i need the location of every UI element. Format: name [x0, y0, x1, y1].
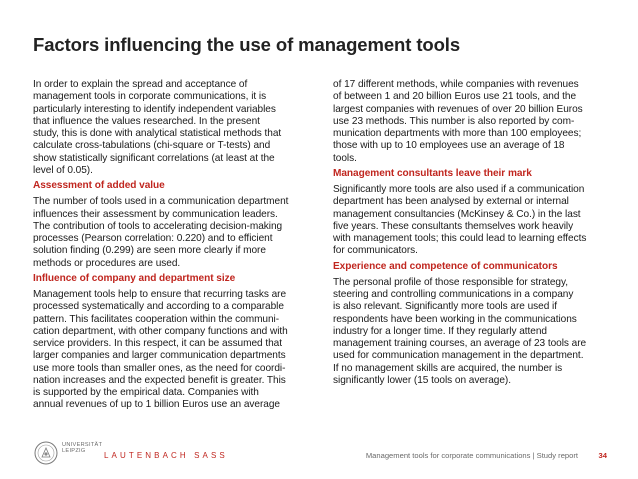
- text-line: cation department, with other company functions and with: [33, 325, 288, 337]
- text-line: Management tools help to ensure that recurring tasks are: [33, 289, 287, 300]
- text-line: level of 0.05).: [33, 164, 93, 176]
- university-seal-icon: [34, 441, 58, 465]
- university-name: [62, 442, 102, 455]
- right-column: [333, 79, 609, 390]
- text-line: of 17 different methods, while companies with revenues: [333, 79, 579, 90]
- text-line: industry for a longer time. If they regularly attend: [333, 325, 547, 337]
- text-line: If no management skills are acquired, the number is: [333, 362, 563, 374]
- text-line: respondents have been working in the communications: [333, 313, 577, 325]
- left-column: [33, 79, 305, 415]
- text-line: largest companies with revenues of over 20 billion Euros: [333, 103, 583, 115]
- text-line: pattern. This facilitates cooperation within the communi-: [33, 313, 280, 325]
- section-heading-company-size: Influence of company and department size: [33, 272, 236, 284]
- company-size-paragraph: [33, 289, 305, 412]
- text-line: of between 1 and 20 billion Euros use 21 tools, and the: [333, 91, 577, 103]
- text-line: nation increases and the expected benefit is greater. This: [33, 374, 286, 386]
- text-line: annual revenues of up to 1 billion Euros use an average: [33, 399, 280, 411]
- text-line: The contribution of tools to accelerating decision-making: [33, 220, 283, 232]
- text-line: is also relevant. Significantly more tools are used if: [333, 301, 557, 313]
- text-line: processes (Pearson correlation: 0.220) and to efficient: [33, 233, 273, 244]
- section-heading-added-value: Assessment of added value: [33, 180, 165, 191]
- text-line: steering and controlling communications in a company: [333, 289, 574, 300]
- university-name-line-1: UNIVERSITÄT: [62, 442, 103, 448]
- added-value-paragraph: [33, 196, 305, 270]
- text-line: management tools in corporate communications, it is: [33, 91, 267, 103]
- text-line: department has been analysed by external or internal: [333, 196, 569, 208]
- report-label: Management tools for corporate communications | Study report: [365, 451, 578, 460]
- text-line: munication departments with more than 100 employees;: [333, 128, 582, 139]
- text-line: show statistically significant correlations (at least at the: [33, 152, 275, 164]
- section-heading-consultants: Management consultants leave their mark: [333, 167, 532, 179]
- text-line: management consultancies (McKinsey & Co.) in the last: [333, 208, 581, 220]
- text-line: tools.: [333, 152, 357, 164]
- experience-paragraph: [333, 277, 609, 387]
- continuation-paragraph: [333, 79, 609, 165]
- text-line: five years. These consultants themselves work heavily: [333, 220, 574, 232]
- text-line: service providers. In this respect, it can be assumed that: [33, 338, 283, 349]
- consultants-paragraph: [333, 184, 609, 258]
- text-line: that influence the values researched. In the present: [33, 115, 260, 127]
- text-line: is supported by the empirical data. Companies with: [33, 387, 259, 398]
- text-line: The personal profile of those responsible for strategy,: [333, 276, 568, 288]
- page-title: Factors influencing the use of management tools: [33, 34, 461, 55]
- text-line: use 23 methods. This number is also reported by com-: [333, 115, 575, 127]
- text-line: calculate cross-tabulations (chi-square or T-tests) and: [33, 140, 271, 152]
- text-line: In order to explain the spread and acceptance of: [33, 79, 248, 90]
- text-line: used for communication management in the department.: [333, 350, 584, 362]
- text-line: management training courses, an average of 23 tools are: [333, 338, 587, 349]
- text-line: particularly interesting to identify independent variables: [33, 103, 276, 115]
- text-line: study, this is done with analytical statistical methods that: [33, 128, 282, 139]
- page-number: 34: [598, 451, 607, 460]
- text-line: for communicators.: [333, 245, 418, 257]
- text-line: significantly lower (15 tools on average).: [333, 374, 511, 386]
- text-line: solution finding (0.299) are seen more clearly if more: [33, 245, 266, 257]
- text-line: Significantly more tools are also used if a communication: [333, 184, 585, 195]
- text-line: with management tools; this could lead to learning effects: [333, 233, 587, 244]
- text-line: processed systematically and according to a comparable: [33, 301, 284, 313]
- text-line: use more tools than smaller ones, as the need for coordi-: [33, 362, 286, 374]
- section-heading-experience: Experience and competence of communicators: [333, 260, 558, 272]
- university-name-line-2: LEIPZIG: [62, 448, 86, 455]
- text-line: larger companies and larger communication departments: [33, 350, 286, 362]
- intro-paragraph: [33, 79, 305, 177]
- text-line: methods or procedures are used.: [33, 257, 181, 269]
- text-line: The number of tools used in a communication department: [33, 196, 289, 208]
- brand-name: LAUTENBACH SASS: [104, 451, 228, 460]
- text-line: influences their assessment by communication leaders.: [33, 208, 278, 220]
- text-line: those with up to 10 employees use an average of 18: [333, 140, 565, 152]
